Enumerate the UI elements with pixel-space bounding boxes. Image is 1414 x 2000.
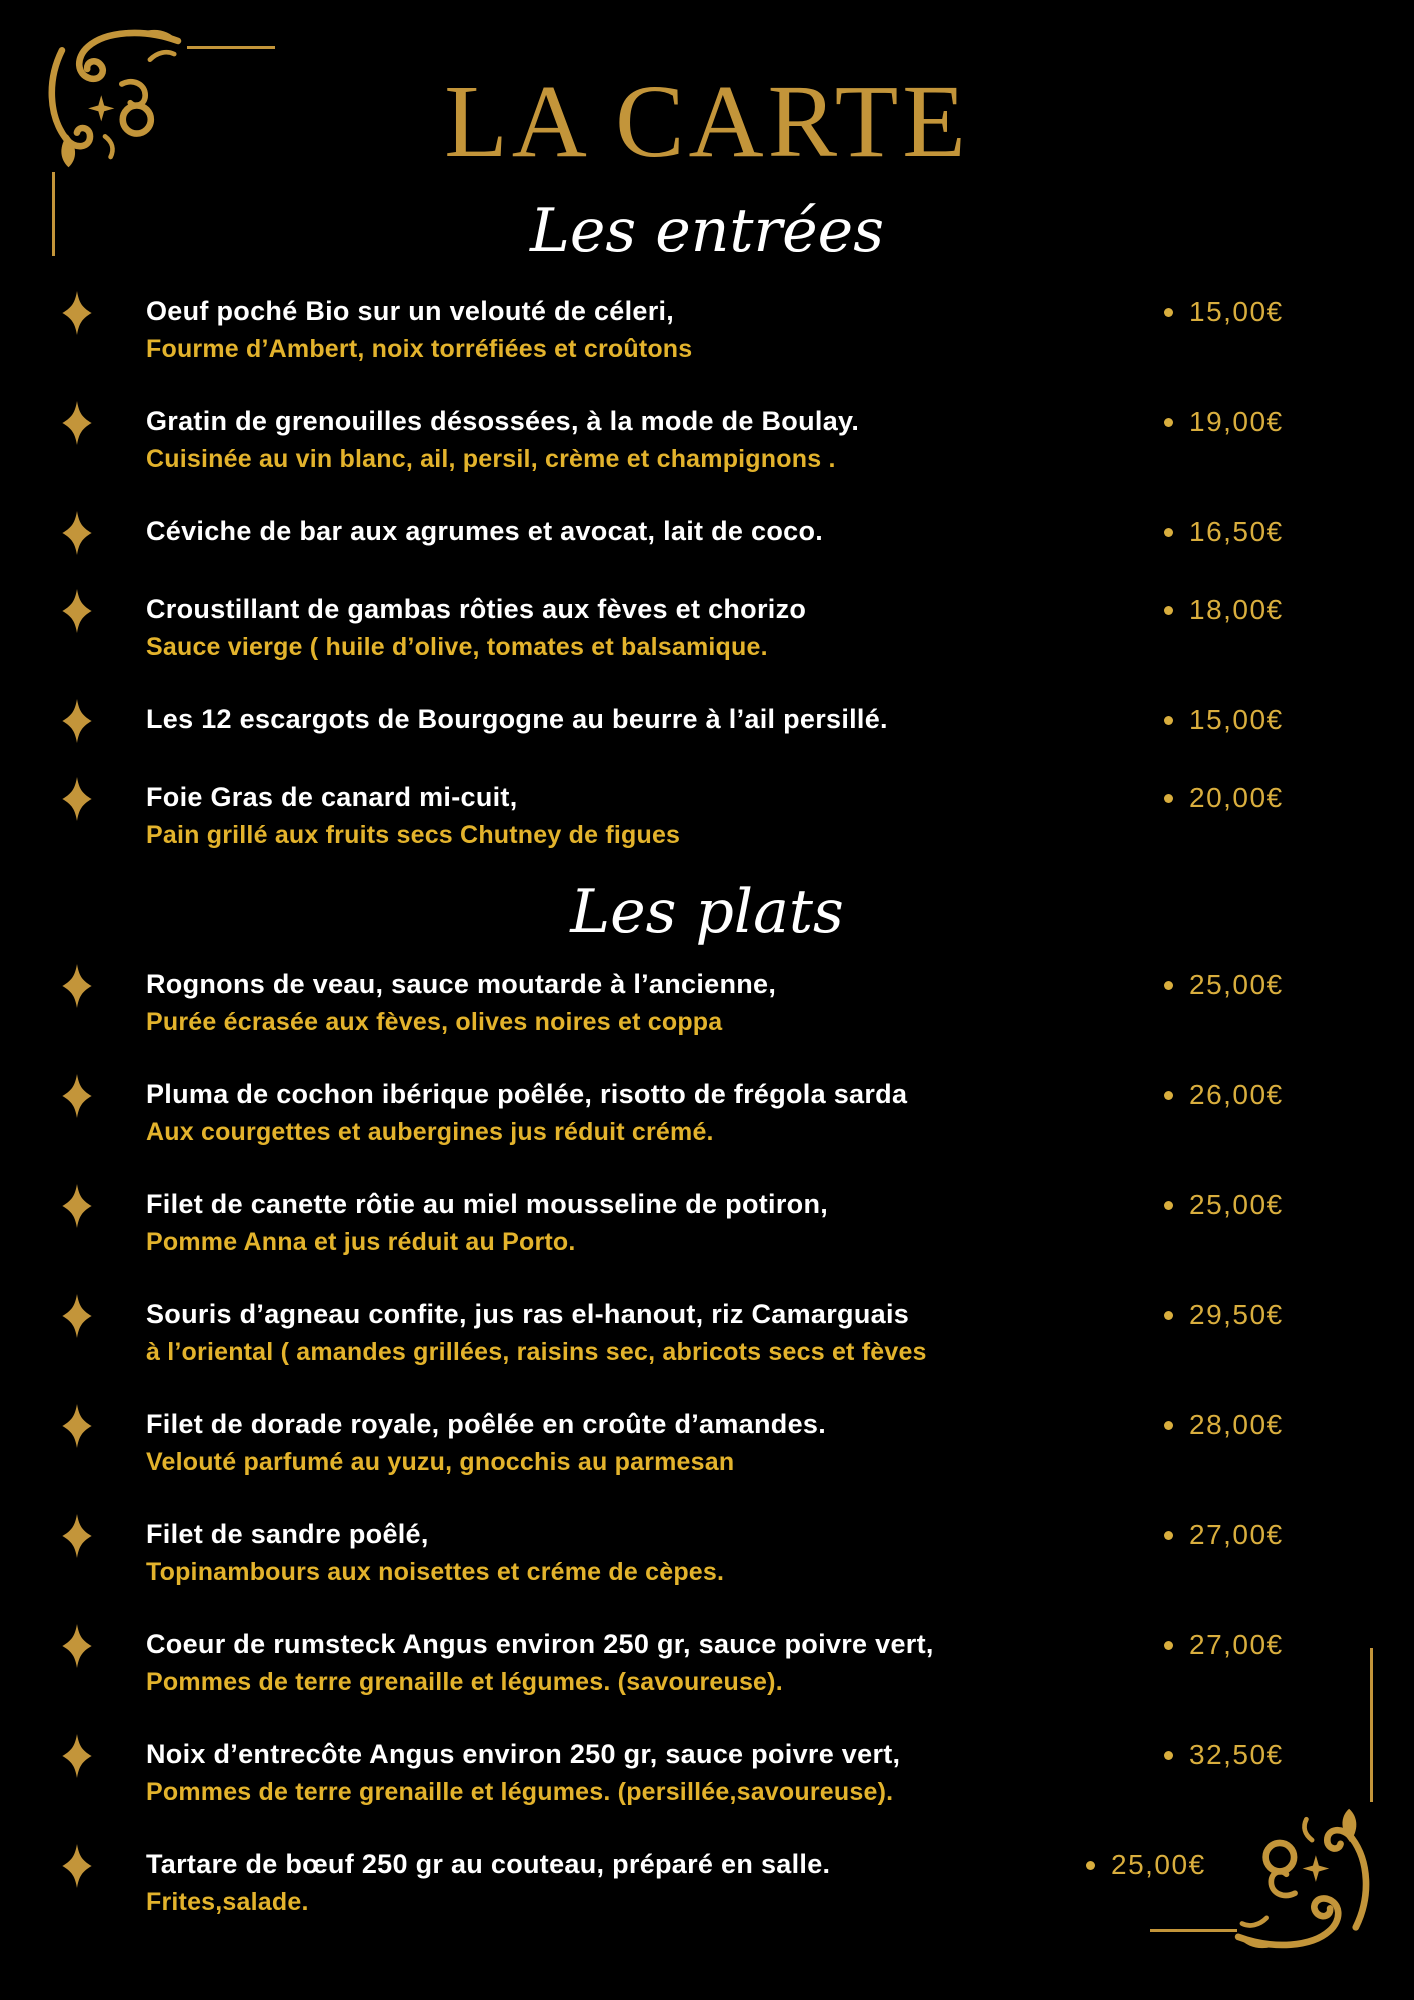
price-bullet-icon [1164, 1751, 1173, 1760]
item-subtitle: Pain grillé aux fruits secs Chutney de figues [146, 821, 681, 849]
item-subtitle: Frites,salade. [146, 1888, 309, 1916]
section-heading: Les entrées [530, 196, 884, 266]
sparkle-icon [62, 589, 92, 633]
item-price: 15,00€ [1189, 704, 1284, 735]
item-title: Foie Gras de canard mi-cuit, [146, 782, 518, 812]
price-bullet-icon [1164, 794, 1173, 803]
menu-item [0, 1624, 1414, 1700]
price-bullet-icon [1164, 716, 1173, 725]
item-title: Les 12 escargots de Bourgogne au beurre à l’ail persillé. [146, 704, 888, 734]
item-price: 27,00€ [1189, 1519, 1284, 1550]
item-subtitle: Purée écrasée aux fèves, olives noires et coppa [146, 1008, 723, 1036]
menu-item [0, 291, 1414, 367]
item-title: Rognons de veau, sauce moutarde à l’ancienne, [146, 969, 777, 999]
item-price: 25,00€ [1111, 1849, 1206, 1880]
bottom-horizontal-rule [1150, 1929, 1237, 1932]
menu-item [0, 699, 1414, 743]
price-bullet-icon [1164, 1311, 1173, 1320]
item-price: 32,50€ [1189, 1739, 1284, 1770]
section-heading: Les plats [570, 877, 844, 947]
item-subtitle: Velouté parfumé au yuzu, gnocchis au parmesan [146, 1448, 735, 1476]
item-subtitle: Fourme d’Ambert, noix torréfiées et croûtons [146, 335, 693, 363]
item-title: Souris d’agneau confite, jus ras el-hanout, riz Camarguais [146, 1299, 910, 1329]
price-bullet-icon [1164, 1641, 1173, 1650]
item-subtitle: Pommes de terre grenaille et légumes. (persillée,savoureuse). [146, 1778, 894, 1806]
item-title: Oeuf poché Bio sur un velouté de céleri, [146, 296, 675, 326]
page-title: LA CARTE [444, 64, 970, 179]
price-bullet-icon [1164, 418, 1173, 427]
item-price: 16,50€ [1189, 516, 1284, 547]
item-title: Noix d’entrecôte Angus environ 250 gr, sauce poivre vert, [146, 1739, 901, 1769]
sparkle-icon [62, 1294, 92, 1338]
sparkle-icon [62, 511, 92, 555]
sparkle-icon [62, 777, 92, 821]
menu-item [0, 1404, 1414, 1480]
price-bullet-icon [1164, 308, 1173, 317]
item-price: 27,00€ [1189, 1629, 1284, 1660]
price-bullet-icon [1164, 1201, 1173, 1210]
price-bullet-icon [1164, 1531, 1173, 1540]
sparkle-icon [62, 1844, 92, 1888]
top-vertical-rule [52, 172, 55, 256]
sparkle-icon [62, 1734, 92, 1778]
item-price: 26,00€ [1189, 1079, 1284, 1110]
sparkle-icon [62, 291, 92, 335]
corner-flourish-icon [36, 26, 188, 171]
menu-item [0, 1074, 1414, 1150]
item-title: Filet de sandre poêlé, [146, 1519, 429, 1549]
item-subtitle: Aux courgettes et aubergines jus réduit crémé. [146, 1118, 714, 1146]
menu-item [0, 1514, 1414, 1590]
item-subtitle: Topinambours aux noisettes et créme de cèpes. [146, 1558, 725, 1586]
item-subtitle: Cuisinée au vin blanc, ail, persil, crème et champignons . [146, 445, 836, 473]
item-title: Coeur de rumsteck Angus environ 250 gr, sauce poivre vert, [146, 1629, 934, 1659]
item-price: 28,00€ [1189, 1409, 1284, 1440]
top-horizontal-rule [187, 46, 275, 49]
item-subtitle: Sauce vierge ( huile d’olive, tomates et balsamique. [146, 633, 768, 661]
menu-item [0, 1734, 1414, 1810]
sparkle-icon [62, 1514, 92, 1558]
menu-item [0, 1294, 1414, 1370]
item-title: Céviche de bar aux agrumes et avocat, lait de coco. [146, 516, 824, 546]
sparkle-icon [62, 699, 92, 743]
item-price: 25,00€ [1189, 1189, 1284, 1220]
sparkle-icon [62, 401, 92, 445]
item-subtitle: Pomme Anna et jus réduit au Porto. [146, 1228, 576, 1256]
item-price: 25,00€ [1189, 969, 1284, 1000]
price-bullet-icon [1164, 981, 1173, 990]
sparkle-icon [62, 1184, 92, 1228]
section-entrees [0, 194, 1414, 853]
price-bullet-icon [1164, 606, 1173, 615]
section-plats [0, 875, 1414, 1920]
price-bullet-icon [1086, 1861, 1095, 1870]
sparkle-icon [62, 1624, 92, 1668]
menu-item [0, 1184, 1414, 1260]
item-title: Gratin de grenouilles désossées, à la mode de Boulay. [146, 406, 860, 436]
menu-item [0, 777, 1414, 853]
price-bullet-icon [1164, 1421, 1173, 1430]
item-price: 15,00€ [1189, 296, 1284, 327]
item-price: 19,00€ [1189, 406, 1284, 437]
menu-item [0, 401, 1414, 477]
menu-item [0, 589, 1414, 665]
menu-item [0, 511, 1414, 555]
item-subtitle: à l’oriental ( amandes grillées, raisins sec, abricots secs et fèves [146, 1338, 927, 1366]
sparkle-icon [62, 1074, 92, 1118]
item-subtitle: Pommes de terre grenaille et légumes. (savoureuse). [146, 1668, 783, 1696]
sparkle-icon [62, 1404, 92, 1448]
item-price: 29,50€ [1189, 1299, 1284, 1330]
item-title: Filet de canette rôtie au miel mousseline de potiron, [146, 1189, 829, 1219]
item-title: Filet de dorade royale, poêlée en croûte d’amandes. [146, 1409, 827, 1439]
item-title: Tartare de bœuf 250 gr au couteau, préparé en salle. [146, 1849, 831, 1879]
item-price: 18,00€ [1189, 594, 1284, 625]
item-price: 20,00€ [1189, 782, 1284, 813]
item-title: Croustillant de gambas rôties aux fèves et chorizo [146, 594, 807, 624]
menu-item [0, 964, 1414, 1040]
menu-item [0, 1844, 1414, 1920]
price-bullet-icon [1164, 1091, 1173, 1100]
sparkle-icon [62, 964, 92, 1008]
price-bullet-icon [1164, 528, 1173, 537]
bottom-vertical-rule [1370, 1648, 1373, 1802]
item-title: Pluma de cochon ibérique poêlée, risotto de frégola sarda [146, 1079, 908, 1109]
